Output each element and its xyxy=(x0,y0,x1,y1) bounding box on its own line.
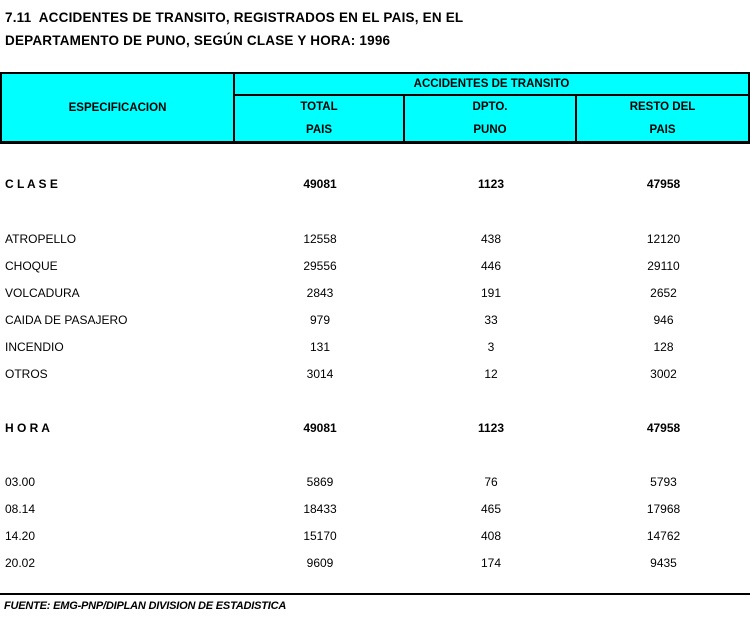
cell-resto-pais: 17968 xyxy=(646,501,681,516)
cell-resto-pais: 5793 xyxy=(650,474,677,489)
cell-dpto-puno: 191 xyxy=(480,285,502,300)
header-cell-resto-pais xyxy=(577,96,748,141)
cell-dpto-puno: 1123 xyxy=(477,420,505,435)
table-body xyxy=(0,144,750,576)
table-row-volcadura xyxy=(0,279,750,306)
table-row-caida-de-pasajero xyxy=(0,306,750,333)
header-cell-dpto-puno xyxy=(405,96,577,141)
row-label: 14.20 xyxy=(5,528,36,543)
section-header-row-clase xyxy=(0,170,750,197)
table-row-otros xyxy=(0,360,750,387)
table-header xyxy=(0,72,750,144)
table-row-atropello xyxy=(0,225,750,252)
cell-resto-pais: 12120 xyxy=(646,231,681,246)
cell-total-pais: 979 xyxy=(309,312,331,327)
cell-total-pais: 15170 xyxy=(303,528,337,543)
spacer xyxy=(0,441,750,468)
cell-resto-pais: 3002 xyxy=(650,366,677,381)
source-note: FUENTE: EMG-PNP/DIPLAN DIVISION DE ESTADISTICA xyxy=(4,600,287,612)
row-label: CHOQUE xyxy=(5,258,58,273)
cell-total-pais: 131 xyxy=(309,339,331,354)
table-row-incendio xyxy=(0,333,750,360)
cell-total-pais: 49081 xyxy=(303,420,337,435)
table-row-choque xyxy=(0,252,750,279)
header-dpto-line2: PUNO xyxy=(473,123,507,136)
row-label: 20.02 xyxy=(5,555,36,570)
row-label: C L A S E xyxy=(5,176,58,191)
header-total-line2: PAIS xyxy=(306,123,332,136)
cell-total-pais: 12558 xyxy=(303,231,337,246)
title-line-2: DEPARTAMENTO DE PUNO, SEGÚN CLASE Y HORA: 1996 xyxy=(5,33,391,48)
table-row-0814 xyxy=(0,495,750,522)
cell-dpto-puno: 12 xyxy=(484,366,498,381)
table-row-1420 xyxy=(0,522,750,549)
cell-total-pais: 3014 xyxy=(306,366,334,381)
cell-dpto-puno: 1123 xyxy=(477,176,505,191)
table-row-2002 xyxy=(0,549,750,576)
row-label: VOLCADURA xyxy=(5,285,80,300)
cell-total-pais: 2843 xyxy=(306,285,334,300)
cell-resto-pais: 2652 xyxy=(650,285,677,300)
row-label: 08.14 xyxy=(5,501,36,516)
header-cell-especificacion: ESPECIFICACION xyxy=(2,74,235,141)
cell-total-pais: 29556 xyxy=(303,258,337,273)
cell-dpto-puno: 3 xyxy=(487,339,495,354)
header-resto-line2: PAIS xyxy=(649,123,676,136)
row-label: OTROS xyxy=(5,366,48,381)
cell-dpto-puno: 438 xyxy=(480,231,502,246)
row-label: ATROPELLO xyxy=(5,231,77,246)
cell-dpto-puno: 446 xyxy=(480,258,502,273)
cell-total-pais: 49081 xyxy=(303,176,337,191)
header-dpto-line1: DPTO. xyxy=(472,101,508,113)
cell-resto-pais: 9435 xyxy=(650,555,677,570)
table-row-0300 xyxy=(0,468,750,495)
cell-dpto-puno: 465 xyxy=(480,501,502,516)
cell-resto-pais: 14762 xyxy=(646,528,681,543)
header-resto-line1: RESTO DEL xyxy=(629,101,696,113)
cell-total-pais: 9609 xyxy=(306,555,334,570)
section-header-row-hora xyxy=(0,414,750,441)
cell-resto-pais: 29110 xyxy=(647,258,680,273)
row-label: H O R A xyxy=(5,420,50,435)
cell-resto-pais: 128 xyxy=(653,339,674,354)
cell-resto-pais: 47958 xyxy=(646,420,681,435)
header-cell-group-accidentes: ACCIDENTES DE TRANSITO xyxy=(235,74,748,96)
header-total-line1: TOTAL xyxy=(300,101,338,113)
cell-total-pais: 18433 xyxy=(303,501,337,516)
cell-dpto-puno: 33 xyxy=(484,312,498,327)
footer-divider xyxy=(0,593,750,595)
row-label: INCENDIO xyxy=(5,339,64,354)
table-title xyxy=(0,0,750,52)
cell-dpto-puno: 174 xyxy=(480,555,502,570)
spacer xyxy=(0,197,750,225)
row-label: CAIDA DE PASAJERO xyxy=(5,312,128,327)
row-label: 03.00 xyxy=(5,474,36,489)
header-cell-total-pais xyxy=(235,96,405,141)
cell-resto-pais: 47958 xyxy=(646,176,681,191)
title-line-1: 7.11 ACCIDENTES DE TRANSITO, REGISTRADOS EN EL PAIS, EN EL xyxy=(5,10,464,25)
spacer xyxy=(0,387,750,414)
cell-dpto-puno: 408 xyxy=(480,528,502,543)
cell-resto-pais: 946 xyxy=(653,312,674,327)
cell-total-pais: 5869 xyxy=(306,474,334,489)
cell-dpto-puno: 76 xyxy=(484,474,498,489)
